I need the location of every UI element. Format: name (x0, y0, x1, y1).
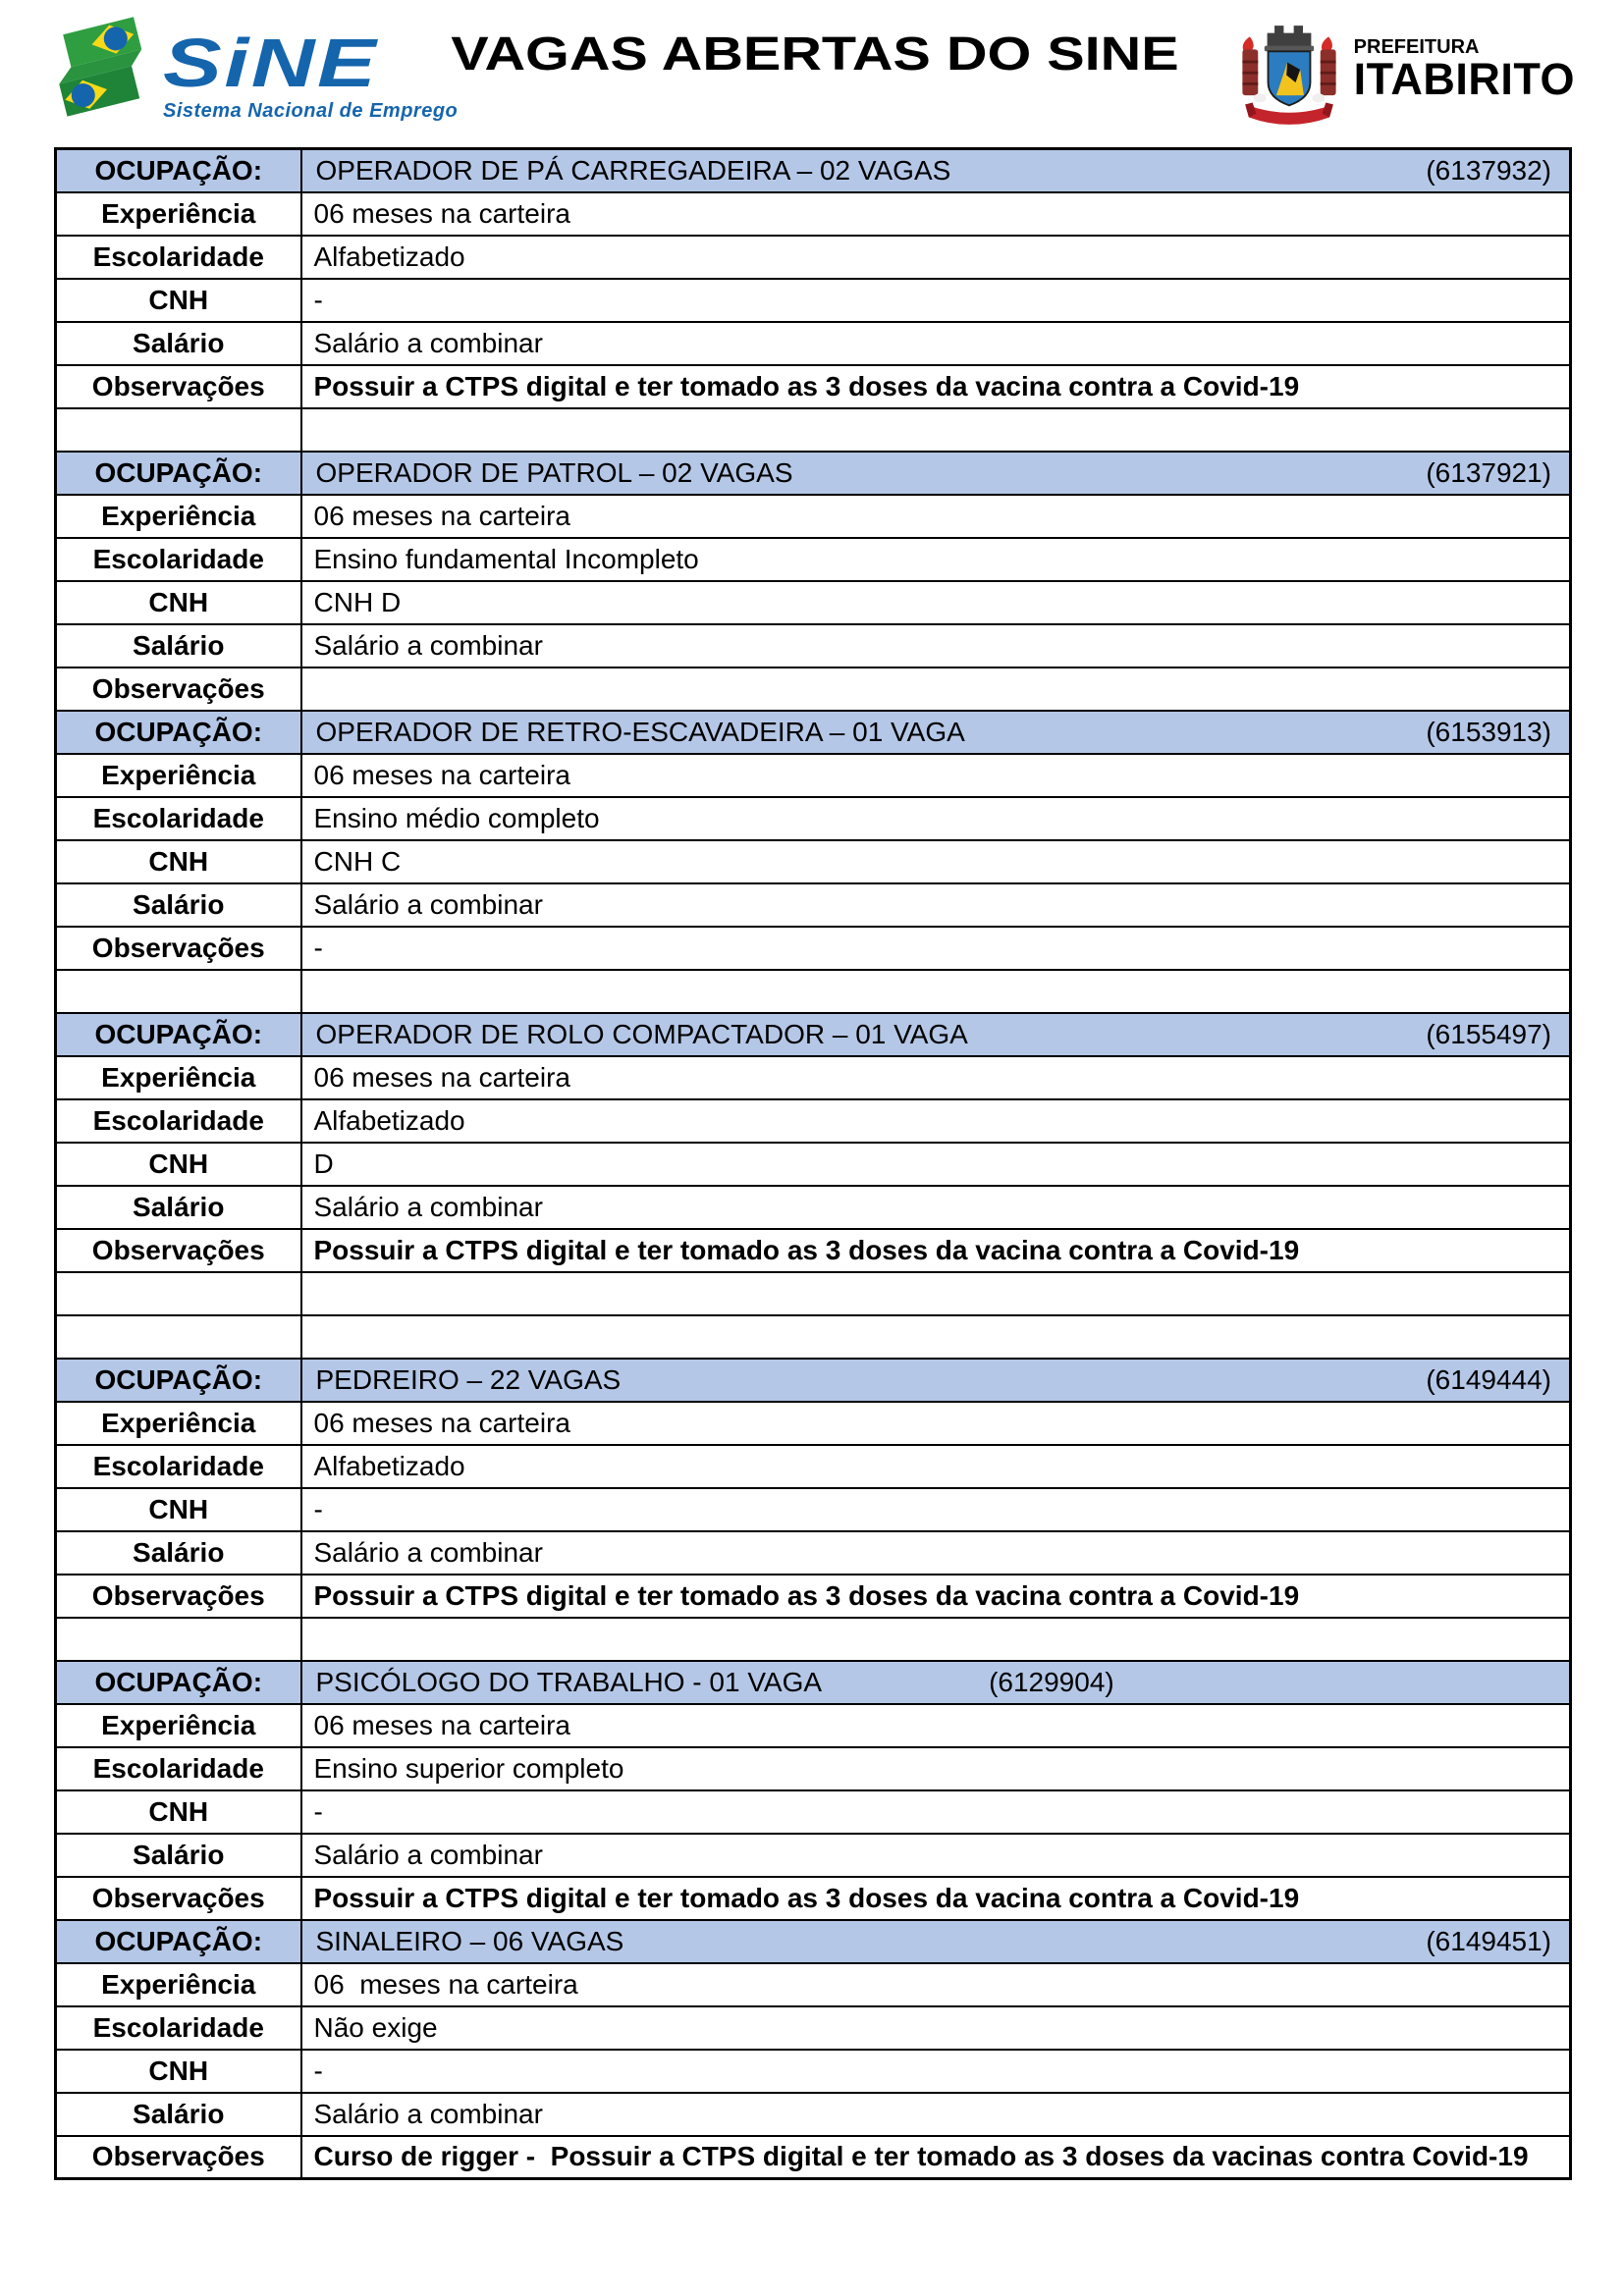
salary-row (56, 2093, 1571, 2136)
experience-value: 06 meses na carteira (301, 1704, 1571, 1747)
experience-label: Experiência (56, 192, 301, 236)
salary-value: Salário a combinar (301, 322, 1571, 365)
salary-label: Salário (56, 1834, 301, 1877)
notes-value: Possuir a CTPS digital e ter tomado as 3 doses da vacina contra a Covid-19 (301, 365, 1571, 408)
notes-value: - (301, 927, 1571, 970)
education-row (56, 236, 1571, 279)
education-label: Escolaridade (56, 1445, 301, 1488)
notes-value (301, 667, 1571, 711)
occupation-label: OCUPAÇÃO: (56, 1661, 301, 1704)
notes-row (56, 2136, 1571, 2179)
cnh-row (56, 1488, 1571, 1531)
cnh-value: - (301, 279, 1571, 322)
education-row (56, 2006, 1571, 2050)
experience-value: 06 meses na carteira (301, 495, 1571, 538)
experience-row (56, 1056, 1571, 1099)
notes-label: Observações (56, 667, 301, 711)
occupation-cell (301, 1013, 1571, 1056)
occupation-label: OCUPAÇÃO: (56, 1920, 301, 1963)
page-header (0, 0, 1624, 147)
education-value: Alfabetizado (301, 1099, 1571, 1143)
cnh-row (56, 1143, 1571, 1186)
experience-label: Experiência (56, 754, 301, 797)
page-title: VAGAS ABERTAS DO SINE (451, 28, 1179, 80)
cnh-row (56, 840, 1571, 883)
salary-row (56, 1834, 1571, 1877)
experience-label: Experiência (56, 1704, 301, 1747)
education-label: Escolaridade (56, 2006, 301, 2050)
occupation-row (56, 1359, 1571, 1402)
education-row (56, 797, 1571, 840)
education-value: Não exige (301, 2006, 1571, 2050)
salary-row (56, 322, 1571, 365)
occupation-cell (301, 1661, 1571, 1704)
cnh-value: CNH D (301, 581, 1571, 624)
cnh-row (56, 279, 1571, 322)
education-value: Ensino médio completo (301, 797, 1571, 840)
vacancy-id: (6149451) (1426, 1925, 1551, 1956)
salary-label: Salário (56, 1531, 301, 1575)
occupation-title: OPERADOR DE PATROL – 02 VAGAS (315, 456, 793, 488)
separator-row (56, 1272, 1571, 1315)
occupation-label: OCUPAÇÃO: (56, 711, 301, 754)
salary-label: Salário (56, 2093, 301, 2136)
occupation-cell (301, 1920, 1571, 1963)
cnh-row (56, 581, 1571, 624)
cnh-label: CNH (56, 1488, 301, 1531)
prefeitura-label: PREFEITURA (1353, 36, 1480, 58)
education-value: Ensino fundamental Incompleto (301, 538, 1571, 581)
education-row (56, 1445, 1571, 1488)
experience-row (56, 754, 1571, 797)
cnh-value: D (301, 1143, 1571, 1186)
vacancy-id: (6153913) (1426, 716, 1551, 747)
separator-row (56, 1315, 1571, 1359)
cnh-label: CNH (56, 840, 301, 883)
experience-row (56, 1402, 1571, 1445)
cnh-row (56, 1790, 1571, 1834)
vacancy-id: (6137921) (1426, 456, 1551, 488)
vacancy-id: (6137932) (1426, 154, 1551, 186)
vacancy-id: (6129904) (989, 1666, 1114, 1697)
notes-label: Observações (56, 1229, 301, 1272)
cnh-value: - (301, 1790, 1571, 1834)
occupation-row (56, 452, 1571, 495)
notes-value: Possuir a CTPS digital e ter tomado as 3 doses da vacina contra a Covid-19 (301, 1229, 1571, 1272)
itabirito-crest-icon (1234, 6, 1344, 132)
vacancy-id: (6155497) (1426, 1018, 1551, 1049)
notes-value: Possuir a CTPS digital e ter tomado as 3 doses da vacina contra a Covid-19 (301, 1877, 1571, 1920)
itabirito-label: ITABIRITO (1353, 54, 1575, 104)
education-value: Ensino superior completo (301, 1747, 1571, 1790)
occupation-title: OPERADOR DE ROLO COMPACTADOR – 01 VAGA (315, 1018, 968, 1049)
cnh-value: - (301, 2050, 1571, 2093)
experience-row (56, 1704, 1571, 1747)
experience-row (56, 495, 1571, 538)
cnh-label: CNH (56, 279, 301, 322)
salary-label: Salário (56, 624, 301, 667)
experience-value: 06 meses na carteira (301, 754, 1571, 797)
sine-flag-icon (51, 14, 149, 124)
salary-label: Salário (56, 1186, 301, 1229)
occupation-label: OCUPAÇÃO: (56, 1359, 301, 1402)
education-row (56, 1099, 1571, 1143)
occupation-cell (301, 1359, 1571, 1402)
notes-label: Observações (56, 365, 301, 408)
cnh-value: - (301, 1488, 1571, 1531)
experience-value: 06 meses na carteira (301, 192, 1571, 236)
separator-row (56, 1618, 1571, 1661)
salary-label: Salário (56, 883, 301, 927)
cnh-label: CNH (56, 2050, 301, 2093)
salary-value: Salário a combinar (301, 1834, 1571, 1877)
occupation-label: OCUPAÇÃO: (56, 452, 301, 495)
notes-label: Observações (56, 927, 301, 970)
sine-logo-name: SiNE (163, 25, 379, 101)
salary-row (56, 1186, 1571, 1229)
cnh-label: CNH (56, 1790, 301, 1834)
experience-value: 06 meses na carteira (301, 1056, 1571, 1099)
experience-label: Experiência (56, 1402, 301, 1445)
occupation-row (56, 1661, 1571, 1704)
vacancy-id: (6149444) (1426, 1363, 1551, 1395)
education-value: Alfabetizado (301, 236, 1571, 279)
notes-row (56, 1229, 1571, 1272)
separator-row (56, 970, 1571, 1013)
education-label: Escolaridade (56, 538, 301, 581)
notes-row (56, 365, 1571, 408)
experience-value: 06 meses na carteira (301, 1402, 1571, 1445)
occupation-row (56, 1013, 1571, 1056)
notes-row (56, 927, 1571, 970)
vacancies-table-wrap (54, 147, 1572, 2180)
occupation-title: PEDREIRO – 22 VAGAS (315, 1363, 622, 1395)
notes-value: Curso de rigger - Possuir a CTPS digital e ter tomado as 3 doses da vacinas contra Covid-19 (301, 2136, 1571, 2179)
experience-row (56, 1963, 1571, 2006)
cnh-label: CNH (56, 581, 301, 624)
education-label: Escolaridade (56, 236, 301, 279)
salary-value: Salário a combinar (301, 1531, 1571, 1575)
occupation-cell (301, 711, 1571, 754)
salary-value: Salário a combinar (301, 2093, 1571, 2136)
occupation-title: OPERADOR DE PÁ CARREGADEIRA – 02 VAGAS (315, 154, 951, 186)
notes-row (56, 1575, 1571, 1618)
education-value: Alfabetizado (301, 1445, 1571, 1488)
experience-row (56, 192, 1571, 236)
experience-label: Experiência (56, 1056, 301, 1099)
separator-row (56, 408, 1571, 452)
occupation-label: OCUPAÇÃO: (56, 1013, 301, 1056)
notes-row (56, 1877, 1571, 1920)
occupation-row (56, 1920, 1571, 1963)
occupation-row (56, 149, 1571, 192)
experience-value: 06 meses na carteira (301, 1963, 1571, 2006)
cnh-row (56, 2050, 1571, 2093)
experience-label: Experiência (56, 495, 301, 538)
vacancies-table (54, 147, 1572, 2180)
salary-value: Salário a combinar (301, 1186, 1571, 1229)
salary-label: Salário (56, 322, 301, 365)
education-row (56, 538, 1571, 581)
experience-label: Experiência (56, 1963, 301, 2006)
education-label: Escolaridade (56, 1747, 301, 1790)
salary-value: Salário a combinar (301, 883, 1571, 927)
cnh-label: CNH (56, 1143, 301, 1186)
salary-row (56, 624, 1571, 667)
education-label: Escolaridade (56, 797, 301, 840)
salary-value: Salário a combinar (301, 624, 1571, 667)
occupation-label: OCUPAÇÃO: (56, 149, 301, 192)
notes-label: Observações (56, 1575, 301, 1618)
notes-label: Observações (56, 1877, 301, 1920)
salary-row (56, 883, 1571, 927)
sine-logo-subtitle: Sistema Nacional de Emprego (163, 100, 459, 122)
occupation-title: SINALEIRO – 06 VAGAS (315, 1925, 624, 1956)
occupation-cell (301, 452, 1571, 495)
itabirito-logo (1234, 6, 1575, 132)
notes-label: Observações (56, 2136, 301, 2179)
education-label: Escolaridade (56, 1099, 301, 1143)
itabirito-logo-text (1353, 36, 1575, 104)
notes-row (56, 667, 1571, 711)
occupation-title: PSICÓLOGO DO TRABALHO - 01 VAGA (315, 1666, 823, 1697)
occupation-title: OPERADOR DE RETRO-ESCAVADEIRA – 01 VAGA (315, 716, 965, 747)
notes-value: Possuir a CTPS digital e ter tomado as 3 doses da vacina contra a Covid-19 (301, 1575, 1571, 1618)
salary-row (56, 1531, 1571, 1575)
occupation-cell (301, 149, 1571, 192)
cnh-value: CNH C (301, 840, 1571, 883)
education-row (56, 1747, 1571, 1790)
occupation-row (56, 711, 1571, 754)
